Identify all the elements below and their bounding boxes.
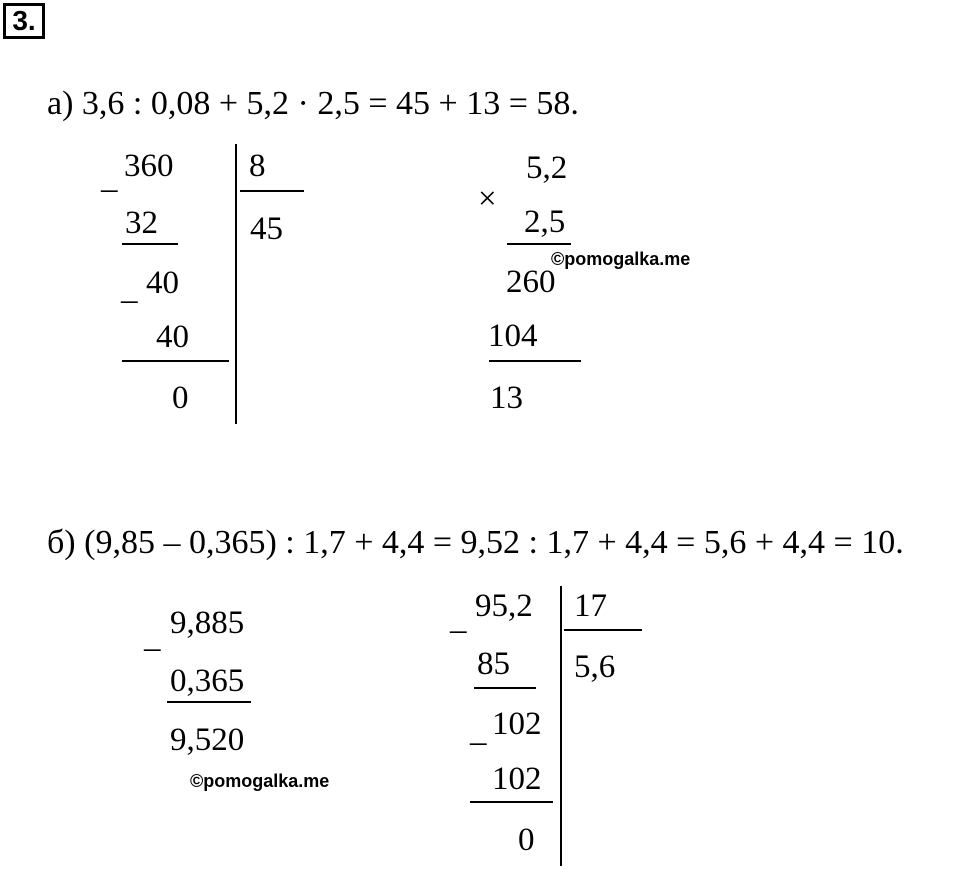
factors-line [507,243,571,245]
divisor: 17 [574,588,607,624]
subtraction-line [167,701,251,703]
product: 13 [490,380,523,416]
partials-line [489,360,581,362]
final-remainder: 0 [172,380,189,416]
step2-minus: _ [470,713,487,749]
dividend: 360 [124,148,174,184]
division-vertical-bar [560,586,562,866]
divisor-underline [564,629,642,631]
times-sign: × [478,181,497,217]
factor1: 5,2 [526,150,568,186]
partial2: 104 [488,318,538,354]
divisor-underline [240,190,304,192]
step2-line [470,801,553,803]
quotient: 45 [250,211,283,247]
watermark: ©pomogalka.me [190,771,330,791]
dividend: 95,2 [475,588,533,624]
step1-line [122,243,178,245]
partial1: 260 [506,264,556,300]
equation-b: б) (9,85 – 0,365) : 1,7 + 4,4 = 9,52 : 1,7 + 4,4 = 5,6 + 4,4 = 10. [47,524,904,561]
watermark: ©pomogalka.me [551,249,691,269]
step1-subtrahend: 85 [477,646,510,682]
step2-subtrahend: 102 [492,761,542,797]
step2-subtrahend: 40 [156,319,189,355]
quotient: 5,6 [574,649,616,685]
step2-minus: _ [121,271,138,307]
minuend: 9,885 [170,605,245,641]
step2-remainder: 102 [492,706,542,742]
factor2: 2,5 [524,204,566,240]
step2-line [122,360,229,362]
step1-subtrahend: 32 [125,205,158,241]
step2-remainder: 40 [146,265,179,301]
equation-a: а) 3,6 : 0,08 + 5,2 · 2,5 = 45 + 13 = 58. [47,85,579,122]
difference: 9,520 [170,722,245,758]
division-minus-sign: – [101,171,118,207]
subtrahend: 0,365 [170,663,245,699]
division-minus-sign: – [450,612,467,648]
divisor: 8 [249,148,266,184]
division-vertical-bar [235,144,237,424]
final-remainder: 0 [518,822,535,858]
task-number: 3. [3,3,45,39]
step1-line [474,687,536,689]
subtraction-minus-sign: – [144,630,161,666]
